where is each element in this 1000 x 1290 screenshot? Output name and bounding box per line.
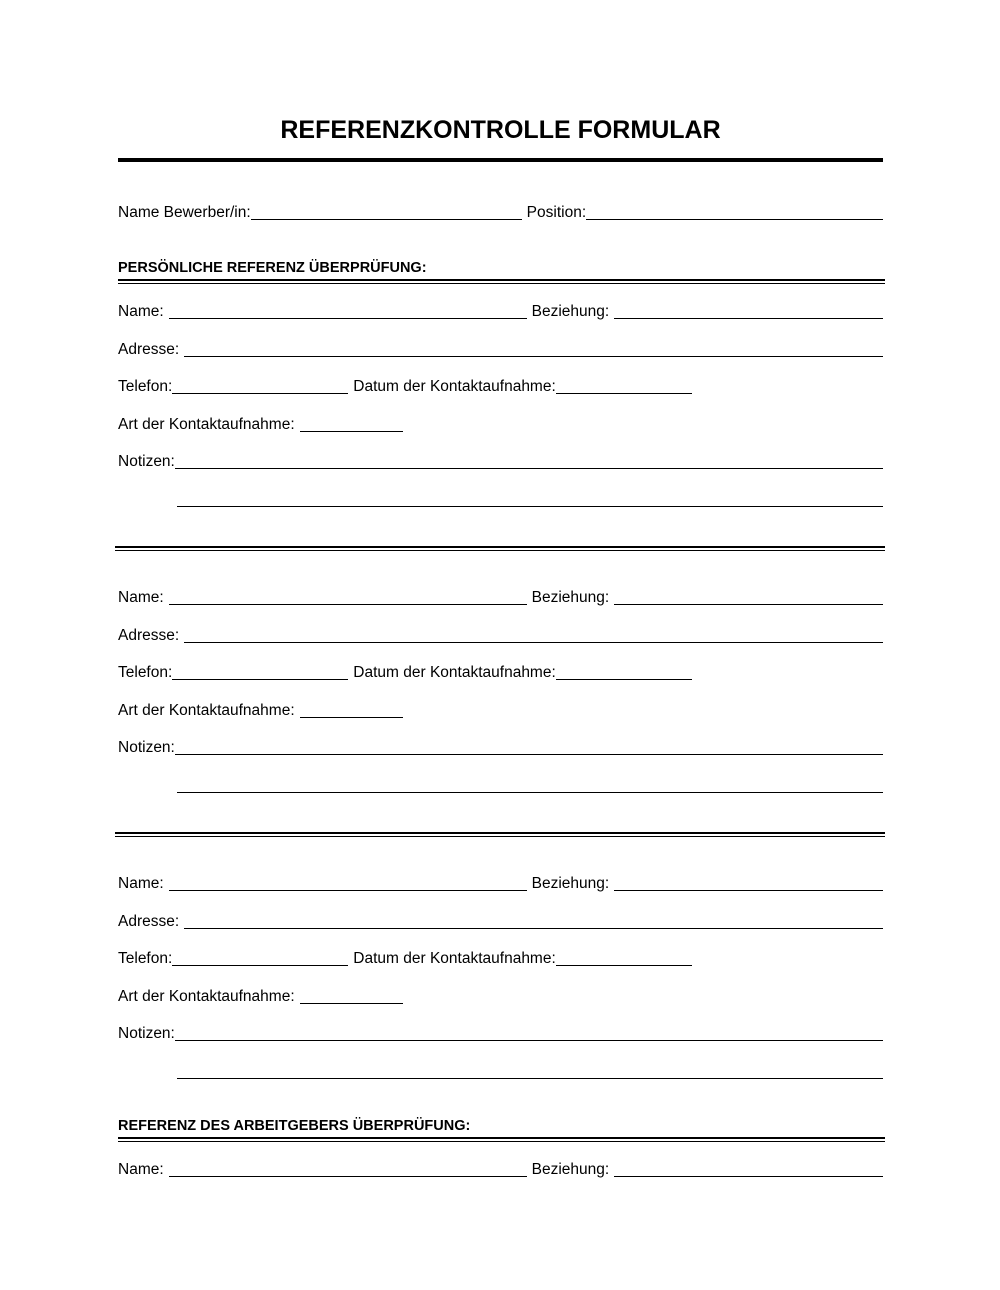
ref2-notes-row (118, 737, 883, 757)
ref2-notes-field-2[interactable] (177, 776, 883, 793)
ref3-notes-row-2 (177, 1061, 883, 1081)
block-divider (115, 832, 885, 837)
notes-label: Notizen: (118, 453, 175, 470)
phone-label: Telefon: (118, 950, 173, 967)
ref1-notes-row (118, 451, 883, 471)
section-divider (118, 279, 885, 284)
ref1-notes-field[interactable] (175, 452, 883, 469)
ref3-phone-row (118, 948, 883, 968)
ref1-contact-type-field[interactable] (300, 415, 403, 432)
ref3-name-field[interactable] (169, 874, 527, 891)
ref2-relation-field[interactable] (614, 588, 883, 605)
contact-type-label: Art der Kontaktaufnahme: (118, 416, 295, 433)
ref2-notes-field[interactable] (175, 738, 883, 755)
ref1-phone-field[interactable] (172, 377, 348, 394)
ref3-contact-date-field[interactable] (556, 949, 692, 966)
title-divider (118, 158, 883, 162)
contact-date-label: Datum der Kontaktaufnahme: (353, 664, 556, 681)
ref3-phone-field[interactable] (172, 949, 348, 966)
ref3-name-row (118, 873, 883, 893)
ref2-phone-row (118, 662, 883, 682)
applicant-name-label: Name Bewerber/in: (118, 204, 251, 221)
name-label: Name: (118, 875, 164, 892)
contact-type-label: Art der Kontaktaufnahme: (118, 988, 295, 1005)
phone-label: Telefon: (118, 378, 173, 395)
section-divider (118, 1137, 885, 1142)
section-title-employer: REFERENZ DES ARBEITGEBERS ÜBERPRÜFUNG: (118, 1118, 471, 1134)
address-label: Adresse: (118, 627, 180, 644)
ref1-phone-row (118, 376, 883, 396)
relation-label: Beziehung: (531, 1161, 610, 1178)
employer-relation-field[interactable] (614, 1160, 883, 1177)
relation-label: Beziehung: (531, 589, 610, 606)
employer-name-row (118, 1159, 883, 1179)
ref1-relation-field[interactable] (614, 302, 883, 319)
ref2-address-row (118, 625, 883, 645)
ref2-address-field[interactable] (184, 626, 883, 643)
page-title: REFERENZKONTROLLE FORMULAR (280, 116, 721, 144)
ref1-address-row (118, 339, 883, 359)
section-title-personal: PERSÖNLICHE REFERENZ ÜBERPRÜFUNG: (118, 260, 427, 276)
ref3-notes-field-2[interactable] (177, 1062, 883, 1079)
ref1-name-field[interactable] (169, 302, 527, 319)
relation-label: Beziehung: (531, 303, 610, 320)
ref1-notes-row-2 (177, 489, 883, 509)
position-field[interactable] (586, 203, 883, 220)
ref1-address-field[interactable] (184, 340, 883, 357)
ref3-contact-type-field[interactable] (300, 987, 403, 1004)
applicant-name-field[interactable] (251, 203, 522, 220)
ref2-name-field[interactable] (169, 588, 527, 605)
contact-type-label: Art der Kontaktaufnahme: (118, 702, 295, 719)
ref1-contact-date-field[interactable] (556, 377, 692, 394)
address-label: Adresse: (118, 913, 180, 930)
ref2-contact-date-field[interactable] (556, 663, 692, 680)
ref1-notes-field-2[interactable] (177, 490, 883, 507)
ref2-phone-field[interactable] (172, 663, 348, 680)
name-label: Name: (118, 1161, 164, 1178)
name-label: Name: (118, 589, 164, 606)
block-divider (115, 546, 885, 551)
relation-label: Beziehung: (531, 875, 610, 892)
ref2-contact-type-field[interactable] (300, 701, 403, 718)
ref3-contact-type-row (118, 986, 883, 1006)
name-label: Name: (118, 303, 164, 320)
ref1-contact-type-row (118, 414, 883, 434)
ref3-address-row (118, 911, 883, 931)
phone-label: Telefon: (118, 664, 173, 681)
contact-date-label: Datum der Kontaktaufnahme: (353, 378, 556, 395)
applicant-row (118, 202, 883, 222)
ref2-contact-type-row (118, 700, 883, 720)
notes-label: Notizen: (118, 1025, 175, 1042)
ref3-relation-field[interactable] (614, 874, 883, 891)
position-label: Position: (526, 204, 587, 221)
ref3-notes-field[interactable] (175, 1024, 883, 1041)
ref1-name-row (118, 301, 883, 321)
notes-label: Notizen: (118, 739, 175, 756)
ref3-address-field[interactable] (184, 912, 883, 929)
employer-name-field[interactable] (169, 1160, 527, 1177)
ref2-notes-row-2 (177, 775, 883, 795)
contact-date-label: Datum der Kontaktaufnahme: (353, 950, 556, 967)
ref3-notes-row (118, 1023, 883, 1043)
address-label: Adresse: (118, 341, 180, 358)
ref2-name-row (118, 587, 883, 607)
